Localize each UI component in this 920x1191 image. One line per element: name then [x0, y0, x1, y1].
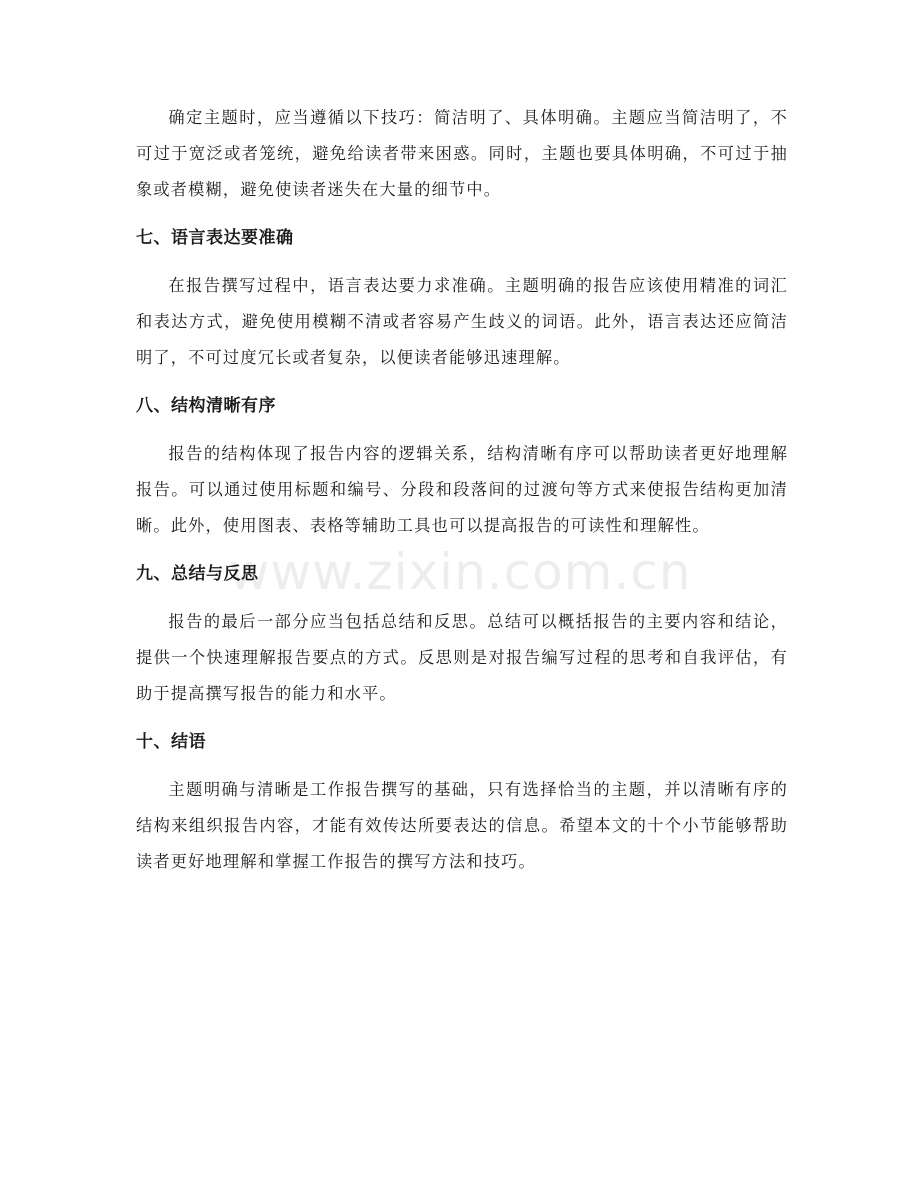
paragraph-section-9: 报告的最后一部分应当包括总结和反思。总结可以概括报告的主要内容和结论，提供一个快速理解报告要点的方式。反思则是对报告编写过程的思考和自我评估，有助于提高撰写报告的能力和水平。 [136, 612, 788, 703]
heading-section-10: 十、结语 [136, 732, 206, 752]
paragraph-section-7: 在报告撰写过程中，语言表达要力求准确。主题明确的报告应该使用精准的词汇和表达方式，避免使用模糊不清或者容易产生歧义的词语。此外，语言表达还应简洁明了，不可过度冗长或者复杂，以便读者能够迅速理解。 [136, 276, 788, 367]
paragraph-topic-tips: 确定主题时，应当遵循以下技巧：简洁明了、具体明确。主题应当简洁明了，不可过于宽泛或者笼统，避免给读者带来困惑。同时，主题也要具体明确，不可过于抽象或者模糊，避免使读者迷失在大量的细节中。 [136, 108, 788, 199]
document-body [136, 100, 788, 880]
heading-section-7: 七、语言表达要准确 [136, 228, 294, 248]
heading-section-8: 八、结构清晰有序 [136, 396, 276, 416]
paragraph-section-10: 主题明确与清晰是工作报告撰写的基础，只有选择恰当的主题，并以清晰有序的结构来组织报告内容，才能有效传达所要表达的信息。希望本文的十个小节能够帮助读者更好地理解和掌握工作报告的撰写方法和技巧。 [136, 780, 788, 871]
watermark-text: www.zixin.com.cn [228, 543, 692, 601]
heading-section-9: 九、总结与反思 [136, 564, 259, 584]
paragraph-section-8: 报告的结构体现了报告内容的逻辑关系，结构清晰有序可以帮助读者更好地理解报告。可以通过使用标题和编号、分段和段落间的过渡句等方式来使报告结构更加清晰。此外，使用图表、表格等辅助工具也可以提高报告的可读性和理解性。 [136, 444, 788, 535]
